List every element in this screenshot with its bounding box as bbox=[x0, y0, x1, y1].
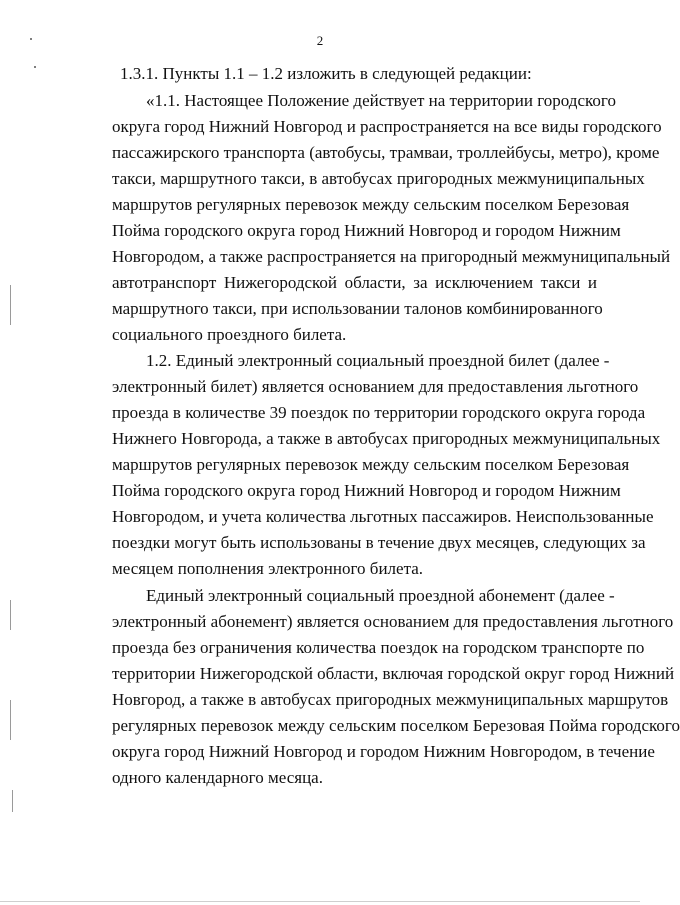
text-line: одного календарного месяца. bbox=[112, 768, 323, 787]
scan-margin-mark bbox=[10, 700, 11, 740]
scan-speck bbox=[30, 38, 32, 40]
text-line: автотранспорт Нижегородской области, за исключением такси и bbox=[112, 273, 597, 292]
text-line: социального проездного билета. bbox=[112, 325, 347, 344]
scan-bottom-edge bbox=[0, 901, 640, 902]
text-line: маршрутов регулярных перевозок между сельским поселком Березовая bbox=[112, 195, 630, 214]
text-line: Нижнего Новгорода, а также в автобусах пригородных межмуниципальных bbox=[112, 429, 661, 448]
text-line: территории Нижегородской области, включая городской округ город Нижний bbox=[112, 664, 675, 683]
scan-margin-mark bbox=[10, 285, 11, 325]
text-line: маршрутов регулярных перевозок между сельским поселком Березовая bbox=[112, 455, 630, 474]
text-line: Новгород, а также в автобусах пригородных межмуниципальных маршрутов bbox=[112, 690, 669, 709]
text-line: округа город Нижний Новгород и городом Нижним Новгородом, в течение bbox=[112, 742, 655, 761]
text-line: Пойма городского округа город Нижний Новгород и городом Нижним bbox=[112, 481, 621, 500]
scan-margin-mark bbox=[10, 600, 11, 630]
text-line: проезда в количестве 39 поездок по территории городского округа города bbox=[112, 403, 646, 422]
text-line: Пойма городского округа город Нижний Новгород и городом Нижним bbox=[112, 221, 621, 240]
text-line: электронный абонемент) является основанием для предоставления льготного bbox=[112, 612, 674, 631]
text-line: месяцем пополнения электронного билета. bbox=[112, 559, 423, 578]
text-line: проезда без ограничения количества поездок на городском транспорте по bbox=[112, 638, 645, 657]
text-line: пассажирского транспорта (автобусы, трамваи, троллейбусы, метро), кроме bbox=[112, 143, 660, 162]
text-line: регулярных перевозок между сельским поселком Березовая Пойма городского bbox=[112, 716, 680, 735]
text-line: «1.1. Настоящее Положение действует на территории городского bbox=[146, 91, 616, 110]
scan-speck bbox=[34, 66, 36, 68]
scan-margin-mark bbox=[12, 790, 13, 812]
text-line: Новгородом, и учета количества льготных пассажиров. Неиспользованные bbox=[112, 507, 654, 526]
text-line: электронный билет) является основанием для предоставления льготного bbox=[112, 377, 639, 396]
text-line: такси, маршрутного такси, в автобусах пригородных межмуниципальных bbox=[112, 169, 645, 188]
text-line: маршрутного такси, при использовании талонов комбинированного bbox=[112, 299, 603, 318]
text-line: поездки могут быть использованы в течение двух месяцев, следующих за bbox=[112, 533, 646, 552]
text-line: Единый электронный социальный проездной абонемент (далее - bbox=[146, 586, 615, 605]
text-line: 1.3.1. Пункты 1.1 – 1.2 изложить в следующей редакции: bbox=[120, 64, 532, 83]
text-line: округа город Нижний Новгород и распространяется на все виды городского bbox=[112, 117, 662, 136]
text-line: Новгородом, а также распространяется на пригородный межмуниципальный bbox=[112, 247, 671, 266]
page-number: 2 bbox=[316, 33, 324, 48]
text-line: 1.2. Единый электронный социальный проездной билет (далее - bbox=[146, 351, 610, 370]
